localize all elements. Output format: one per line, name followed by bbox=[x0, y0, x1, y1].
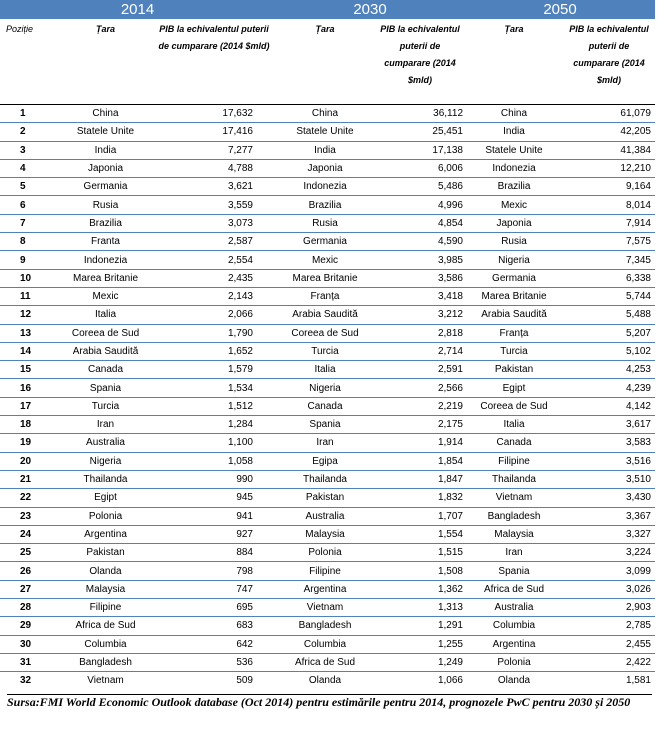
row-gdp-2030: 17,138 bbox=[375, 141, 465, 159]
row-gdp-2050: 7,575 bbox=[563, 233, 655, 251]
row-position: 29 bbox=[0, 617, 58, 635]
table-row bbox=[0, 141, 655, 159]
row-country-2050: Bangladesh bbox=[465, 507, 563, 525]
row-country-2050: Pakistan bbox=[465, 361, 563, 379]
table-row bbox=[0, 306, 655, 324]
row-position: 6 bbox=[0, 196, 58, 214]
row-gdp-2030: 5,486 bbox=[375, 178, 465, 196]
row-gdp-2014: 884 bbox=[153, 544, 275, 562]
year-header-row bbox=[0, 0, 655, 19]
row-gdp-2030: 1,854 bbox=[375, 452, 465, 470]
row-gdp-2014: 747 bbox=[153, 580, 275, 598]
row-gdp-2014: 509 bbox=[153, 672, 275, 690]
row-gdp-2030: 1,255 bbox=[375, 635, 465, 653]
row-country-2050: Columbia bbox=[465, 617, 563, 635]
table-row bbox=[0, 287, 655, 305]
row-gdp-2050: 8,014 bbox=[563, 196, 655, 214]
header-country-2050: Țara bbox=[465, 19, 563, 105]
row-country-2014: Argentina bbox=[58, 525, 153, 543]
row-country-2014: Filipine bbox=[58, 599, 153, 617]
row-gdp-2014: 2,143 bbox=[153, 287, 275, 305]
row-country-2030: Japonia bbox=[275, 159, 375, 177]
table-row bbox=[0, 507, 655, 525]
row-country-2050: Germania bbox=[465, 269, 563, 287]
row-country-2050: Marea Britanie bbox=[465, 287, 563, 305]
header-gdp-2050: PIB la echivalentul puterii de cumparare (2014 $mld) bbox=[563, 19, 655, 105]
row-country-2014: Marea Britanie bbox=[58, 269, 153, 287]
row-country-2030: Egipa bbox=[275, 452, 375, 470]
row-country-2050: India bbox=[465, 123, 563, 141]
row-country-2030: Marea Britanie bbox=[275, 269, 375, 287]
row-country-2014: Japonia bbox=[58, 159, 153, 177]
row-gdp-2050: 5,488 bbox=[563, 306, 655, 324]
table-row bbox=[0, 617, 655, 635]
row-gdp-2050: 3,099 bbox=[563, 562, 655, 580]
row-gdp-2014: 1,058 bbox=[153, 452, 275, 470]
row-country-2014: Iran bbox=[58, 416, 153, 434]
row-country-2030: Germania bbox=[275, 233, 375, 251]
table-row bbox=[0, 635, 655, 653]
row-country-2014: Coreea de Sud bbox=[58, 324, 153, 342]
row-country-2014: Turcia bbox=[58, 397, 153, 415]
row-position: 10 bbox=[0, 269, 58, 287]
row-gdp-2050: 3,617 bbox=[563, 416, 655, 434]
row-gdp-2014: 1,579 bbox=[153, 361, 275, 379]
table-row bbox=[0, 123, 655, 141]
row-country-2030: Coreea de Sud bbox=[275, 324, 375, 342]
row-gdp-2014: 536 bbox=[153, 653, 275, 671]
row-gdp-2050: 42,205 bbox=[563, 123, 655, 141]
row-country-2014: Germania bbox=[58, 178, 153, 196]
row-position: 14 bbox=[0, 342, 58, 360]
row-gdp-2050: 1,581 bbox=[563, 672, 655, 690]
row-country-2050: Malaysia bbox=[465, 525, 563, 543]
year-header-2030: 2030 bbox=[275, 0, 465, 19]
table-row bbox=[0, 397, 655, 415]
header-position: Poziție bbox=[0, 19, 58, 105]
row-position: 9 bbox=[0, 251, 58, 269]
table-row bbox=[0, 159, 655, 177]
row-gdp-2050: 3,026 bbox=[563, 580, 655, 598]
row-country-2030: Mexic bbox=[275, 251, 375, 269]
row-position: 22 bbox=[0, 489, 58, 507]
row-gdp-2050: 3,224 bbox=[563, 544, 655, 562]
row-gdp-2050: 12,210 bbox=[563, 159, 655, 177]
row-country-2050: Mexic bbox=[465, 196, 563, 214]
row-country-2050: Africa de Sud bbox=[465, 580, 563, 598]
row-gdp-2050: 2,422 bbox=[563, 653, 655, 671]
row-gdp-2014: 2,587 bbox=[153, 233, 275, 251]
row-gdp-2050: 3,510 bbox=[563, 470, 655, 488]
row-country-2050: Filipine bbox=[465, 452, 563, 470]
row-country-2050: Franța bbox=[465, 324, 563, 342]
row-country-2050: Rusia bbox=[465, 233, 563, 251]
row-gdp-2050: 7,345 bbox=[563, 251, 655, 269]
row-country-2050: Coreea de Sud bbox=[465, 397, 563, 415]
row-gdp-2030: 1,508 bbox=[375, 562, 465, 580]
source-note: Sursa:FMI World Economic Outlook database (Oct 2014) pentru estimările pentru 2014, prognozele PwC pentru 2030 și 2050 bbox=[7, 694, 652, 709]
table-row bbox=[0, 580, 655, 598]
row-gdp-2014: 945 bbox=[153, 489, 275, 507]
row-position: 13 bbox=[0, 324, 58, 342]
table-row bbox=[0, 599, 655, 617]
row-gdp-2014: 1,100 bbox=[153, 434, 275, 452]
row-country-2014: Mexic bbox=[58, 287, 153, 305]
row-position: 20 bbox=[0, 452, 58, 470]
row-country-2014: Vietnam bbox=[58, 672, 153, 690]
row-position: 15 bbox=[0, 361, 58, 379]
table-row bbox=[0, 233, 655, 251]
row-country-2050: Arabia Saudită bbox=[465, 306, 563, 324]
row-country-2014: Nigeria bbox=[58, 452, 153, 470]
column-header-row bbox=[0, 19, 655, 105]
header-country-2014: Țara bbox=[58, 19, 153, 105]
row-gdp-2050: 4,239 bbox=[563, 379, 655, 397]
table-body bbox=[0, 105, 655, 690]
row-gdp-2050: 6,338 bbox=[563, 269, 655, 287]
row-country-2014: Polonia bbox=[58, 507, 153, 525]
row-gdp-2050: 9,164 bbox=[563, 178, 655, 196]
row-country-2014: Bangladesh bbox=[58, 653, 153, 671]
table-row bbox=[0, 489, 655, 507]
table-row bbox=[0, 342, 655, 360]
row-country-2030: Indonezia bbox=[275, 178, 375, 196]
row-position: 5 bbox=[0, 178, 58, 196]
table-row bbox=[0, 562, 655, 580]
row-gdp-2030: 3,212 bbox=[375, 306, 465, 324]
row-position: 30 bbox=[0, 635, 58, 653]
row-country-2030: Thailanda bbox=[275, 470, 375, 488]
table-row bbox=[0, 379, 655, 397]
row-gdp-2030: 1,313 bbox=[375, 599, 465, 617]
row-country-2030: Africa de Sud bbox=[275, 653, 375, 671]
row-country-2030: Brazilia bbox=[275, 196, 375, 214]
row-gdp-2050: 3,367 bbox=[563, 507, 655, 525]
row-gdp-2014: 1,652 bbox=[153, 342, 275, 360]
row-country-2030: Franța bbox=[275, 287, 375, 305]
row-gdp-2050: 5,744 bbox=[563, 287, 655, 305]
row-country-2030: Olanda bbox=[275, 672, 375, 690]
row-gdp-2030: 1,362 bbox=[375, 580, 465, 598]
row-gdp-2014: 3,621 bbox=[153, 178, 275, 196]
row-gdp-2014: 642 bbox=[153, 635, 275, 653]
year-header-2014: 2014 bbox=[0, 0, 275, 19]
row-position: 3 bbox=[0, 141, 58, 159]
row-country-2050: Olanda bbox=[465, 672, 563, 690]
row-gdp-2014: 695 bbox=[153, 599, 275, 617]
row-gdp-2030: 2,175 bbox=[375, 416, 465, 434]
row-position: 2 bbox=[0, 123, 58, 141]
row-position: 24 bbox=[0, 525, 58, 543]
row-gdp-2050: 61,079 bbox=[563, 105, 655, 123]
row-country-2050: Canada bbox=[465, 434, 563, 452]
row-gdp-2014: 1,790 bbox=[153, 324, 275, 342]
row-position: 28 bbox=[0, 599, 58, 617]
row-position: 1 bbox=[0, 105, 58, 123]
row-country-2014: Columbia bbox=[58, 635, 153, 653]
row-gdp-2030: 1,847 bbox=[375, 470, 465, 488]
row-gdp-2014: 798 bbox=[153, 562, 275, 580]
row-position: 17 bbox=[0, 397, 58, 415]
row-country-2030: Turcia bbox=[275, 342, 375, 360]
row-gdp-2030: 6,006 bbox=[375, 159, 465, 177]
row-country-2014: Malaysia bbox=[58, 580, 153, 598]
table-row bbox=[0, 324, 655, 342]
row-country-2050: Spania bbox=[465, 562, 563, 580]
row-country-2030: Iran bbox=[275, 434, 375, 452]
row-gdp-2050: 5,207 bbox=[563, 324, 655, 342]
row-gdp-2030: 1,832 bbox=[375, 489, 465, 507]
row-country-2030: Filipine bbox=[275, 562, 375, 580]
row-gdp-2014: 1,534 bbox=[153, 379, 275, 397]
row-country-2050: Italia bbox=[465, 416, 563, 434]
row-country-2050: Polonia bbox=[465, 653, 563, 671]
row-gdp-2014: 990 bbox=[153, 470, 275, 488]
row-country-2050: Egipt bbox=[465, 379, 563, 397]
table-row bbox=[0, 525, 655, 543]
row-gdp-2030: 3,985 bbox=[375, 251, 465, 269]
row-position: 31 bbox=[0, 653, 58, 671]
row-gdp-2050: 2,903 bbox=[563, 599, 655, 617]
row-gdp-2014: 927 bbox=[153, 525, 275, 543]
row-country-2050: Nigeria bbox=[465, 251, 563, 269]
row-gdp-2050: 4,142 bbox=[563, 397, 655, 415]
row-gdp-2014: 17,632 bbox=[153, 105, 275, 123]
row-gdp-2014: 2,066 bbox=[153, 306, 275, 324]
row-position: 25 bbox=[0, 544, 58, 562]
row-country-2030: Polonia bbox=[275, 544, 375, 562]
row-country-2014: Brazilia bbox=[58, 214, 153, 232]
table-row bbox=[0, 653, 655, 671]
row-country-2050: Argentina bbox=[465, 635, 563, 653]
row-gdp-2014: 7,277 bbox=[153, 141, 275, 159]
row-country-2014: Italia bbox=[58, 306, 153, 324]
row-country-2014: Rusia bbox=[58, 196, 153, 214]
row-country-2014: Spania bbox=[58, 379, 153, 397]
row-country-2014: Canada bbox=[58, 361, 153, 379]
row-gdp-2030: 4,854 bbox=[375, 214, 465, 232]
row-country-2030: Italia bbox=[275, 361, 375, 379]
table-row bbox=[0, 251, 655, 269]
row-gdp-2050: 3,327 bbox=[563, 525, 655, 543]
row-country-2050: Brazilia bbox=[465, 178, 563, 196]
row-country-2050: Vietnam bbox=[465, 489, 563, 507]
row-gdp-2014: 3,073 bbox=[153, 214, 275, 232]
row-position: 16 bbox=[0, 379, 58, 397]
row-position: 27 bbox=[0, 580, 58, 598]
row-country-2050: Indonezia bbox=[465, 159, 563, 177]
table-row bbox=[0, 105, 655, 123]
table-row bbox=[0, 470, 655, 488]
row-gdp-2050: 2,785 bbox=[563, 617, 655, 635]
row-gdp-2050: 3,430 bbox=[563, 489, 655, 507]
header-gdp-2030: PIB la echivalentul puterii de cumparare (2014 $mld) bbox=[375, 19, 465, 105]
row-country-2050: China bbox=[465, 105, 563, 123]
row-gdp-2030: 2,566 bbox=[375, 379, 465, 397]
row-gdp-2030: 1,515 bbox=[375, 544, 465, 562]
row-gdp-2030: 25,451 bbox=[375, 123, 465, 141]
row-gdp-2030: 2,818 bbox=[375, 324, 465, 342]
row-country-2030: Malaysia bbox=[275, 525, 375, 543]
row-gdp-2014: 2,554 bbox=[153, 251, 275, 269]
row-gdp-2050: 3,583 bbox=[563, 434, 655, 452]
table-row bbox=[0, 544, 655, 562]
row-position: 19 bbox=[0, 434, 58, 452]
row-gdp-2050: 2,455 bbox=[563, 635, 655, 653]
row-gdp-2014: 683 bbox=[153, 617, 275, 635]
row-position: 26 bbox=[0, 562, 58, 580]
row-gdp-2014: 2,435 bbox=[153, 269, 275, 287]
row-gdp-2030: 2,714 bbox=[375, 342, 465, 360]
header-country-2030: Țara bbox=[275, 19, 375, 105]
row-gdp-2050: 7,914 bbox=[563, 214, 655, 232]
table-row bbox=[0, 434, 655, 452]
row-position: 11 bbox=[0, 287, 58, 305]
row-gdp-2030: 1,066 bbox=[375, 672, 465, 690]
row-position: 23 bbox=[0, 507, 58, 525]
row-country-2014: Indonezia bbox=[58, 251, 153, 269]
row-gdp-2050: 41,384 bbox=[563, 141, 655, 159]
row-country-2030: Nigeria bbox=[275, 379, 375, 397]
row-country-2014: India bbox=[58, 141, 153, 159]
row-position: 4 bbox=[0, 159, 58, 177]
table-row bbox=[0, 214, 655, 232]
row-country-2014: China bbox=[58, 105, 153, 123]
table-row bbox=[0, 178, 655, 196]
row-country-2030: India bbox=[275, 141, 375, 159]
row-country-2050: Statele Unite bbox=[465, 141, 563, 159]
row-gdp-2014: 1,284 bbox=[153, 416, 275, 434]
row-country-2050: Iran bbox=[465, 544, 563, 562]
row-gdp-2030: 1,291 bbox=[375, 617, 465, 635]
table-row bbox=[0, 269, 655, 287]
row-country-2030: Columbia bbox=[275, 635, 375, 653]
row-country-2014: Australia bbox=[58, 434, 153, 452]
row-country-2014: Statele Unite bbox=[58, 123, 153, 141]
row-country-2050: Australia bbox=[465, 599, 563, 617]
row-country-2030: Canada bbox=[275, 397, 375, 415]
row-country-2030: Australia bbox=[275, 507, 375, 525]
row-gdp-2030: 2,591 bbox=[375, 361, 465, 379]
row-country-2014: Arabia Saudită bbox=[58, 342, 153, 360]
row-country-2014: Franta bbox=[58, 233, 153, 251]
row-position: 8 bbox=[0, 233, 58, 251]
row-gdp-2050: 4,253 bbox=[563, 361, 655, 379]
row-country-2030: Statele Unite bbox=[275, 123, 375, 141]
row-gdp-2014: 3,559 bbox=[153, 196, 275, 214]
row-country-2030: Rusia bbox=[275, 214, 375, 232]
row-gdp-2030: 1,707 bbox=[375, 507, 465, 525]
header-gdp-2014: PIB la echivalentul puterii de cumparare (2014 $mld) bbox=[153, 19, 275, 105]
year-header-2050: 2050 bbox=[465, 0, 655, 19]
row-country-2014: Egipt bbox=[58, 489, 153, 507]
row-gdp-2030: 3,586 bbox=[375, 269, 465, 287]
table-row bbox=[0, 416, 655, 434]
table-row bbox=[0, 672, 655, 690]
row-gdp-2014: 1,512 bbox=[153, 397, 275, 415]
row-gdp-2030: 36,112 bbox=[375, 105, 465, 123]
row-country-2014: Pakistan bbox=[58, 544, 153, 562]
row-gdp-2030: 1,249 bbox=[375, 653, 465, 671]
row-country-2014: Thailanda bbox=[58, 470, 153, 488]
row-position: 12 bbox=[0, 306, 58, 324]
row-gdp-2030: 2,219 bbox=[375, 397, 465, 415]
row-gdp-2030: 4,590 bbox=[375, 233, 465, 251]
row-country-2030: Argentina bbox=[275, 580, 375, 598]
row-position: 21 bbox=[0, 470, 58, 488]
row-country-2030: Bangladesh bbox=[275, 617, 375, 635]
table-row bbox=[0, 196, 655, 214]
row-country-2030: Vietnam bbox=[275, 599, 375, 617]
row-gdp-2030: 4,996 bbox=[375, 196, 465, 214]
row-country-2014: Africa de Sud bbox=[58, 617, 153, 635]
table-row bbox=[0, 452, 655, 470]
row-gdp-2050: 5,102 bbox=[563, 342, 655, 360]
row-gdp-2030: 3,418 bbox=[375, 287, 465, 305]
row-country-2030: Pakistan bbox=[275, 489, 375, 507]
row-position: 32 bbox=[0, 672, 58, 690]
row-country-2050: Turcia bbox=[465, 342, 563, 360]
row-country-2050: Thailanda bbox=[465, 470, 563, 488]
table-row bbox=[0, 361, 655, 379]
row-gdp-2050: 3,516 bbox=[563, 452, 655, 470]
row-gdp-2014: 941 bbox=[153, 507, 275, 525]
row-country-2014: Olanda bbox=[58, 562, 153, 580]
row-position: 7 bbox=[0, 214, 58, 232]
row-gdp-2014: 4,788 bbox=[153, 159, 275, 177]
row-country-2030: Arabia Saudită bbox=[275, 306, 375, 324]
row-position: 18 bbox=[0, 416, 58, 434]
row-gdp-2030: 1,914 bbox=[375, 434, 465, 452]
row-gdp-2030: 1,554 bbox=[375, 525, 465, 543]
row-country-2030: China bbox=[275, 105, 375, 123]
row-gdp-2014: 17,416 bbox=[153, 123, 275, 141]
row-country-2030: Spania bbox=[275, 416, 375, 434]
row-country-2050: Japonia bbox=[465, 214, 563, 232]
